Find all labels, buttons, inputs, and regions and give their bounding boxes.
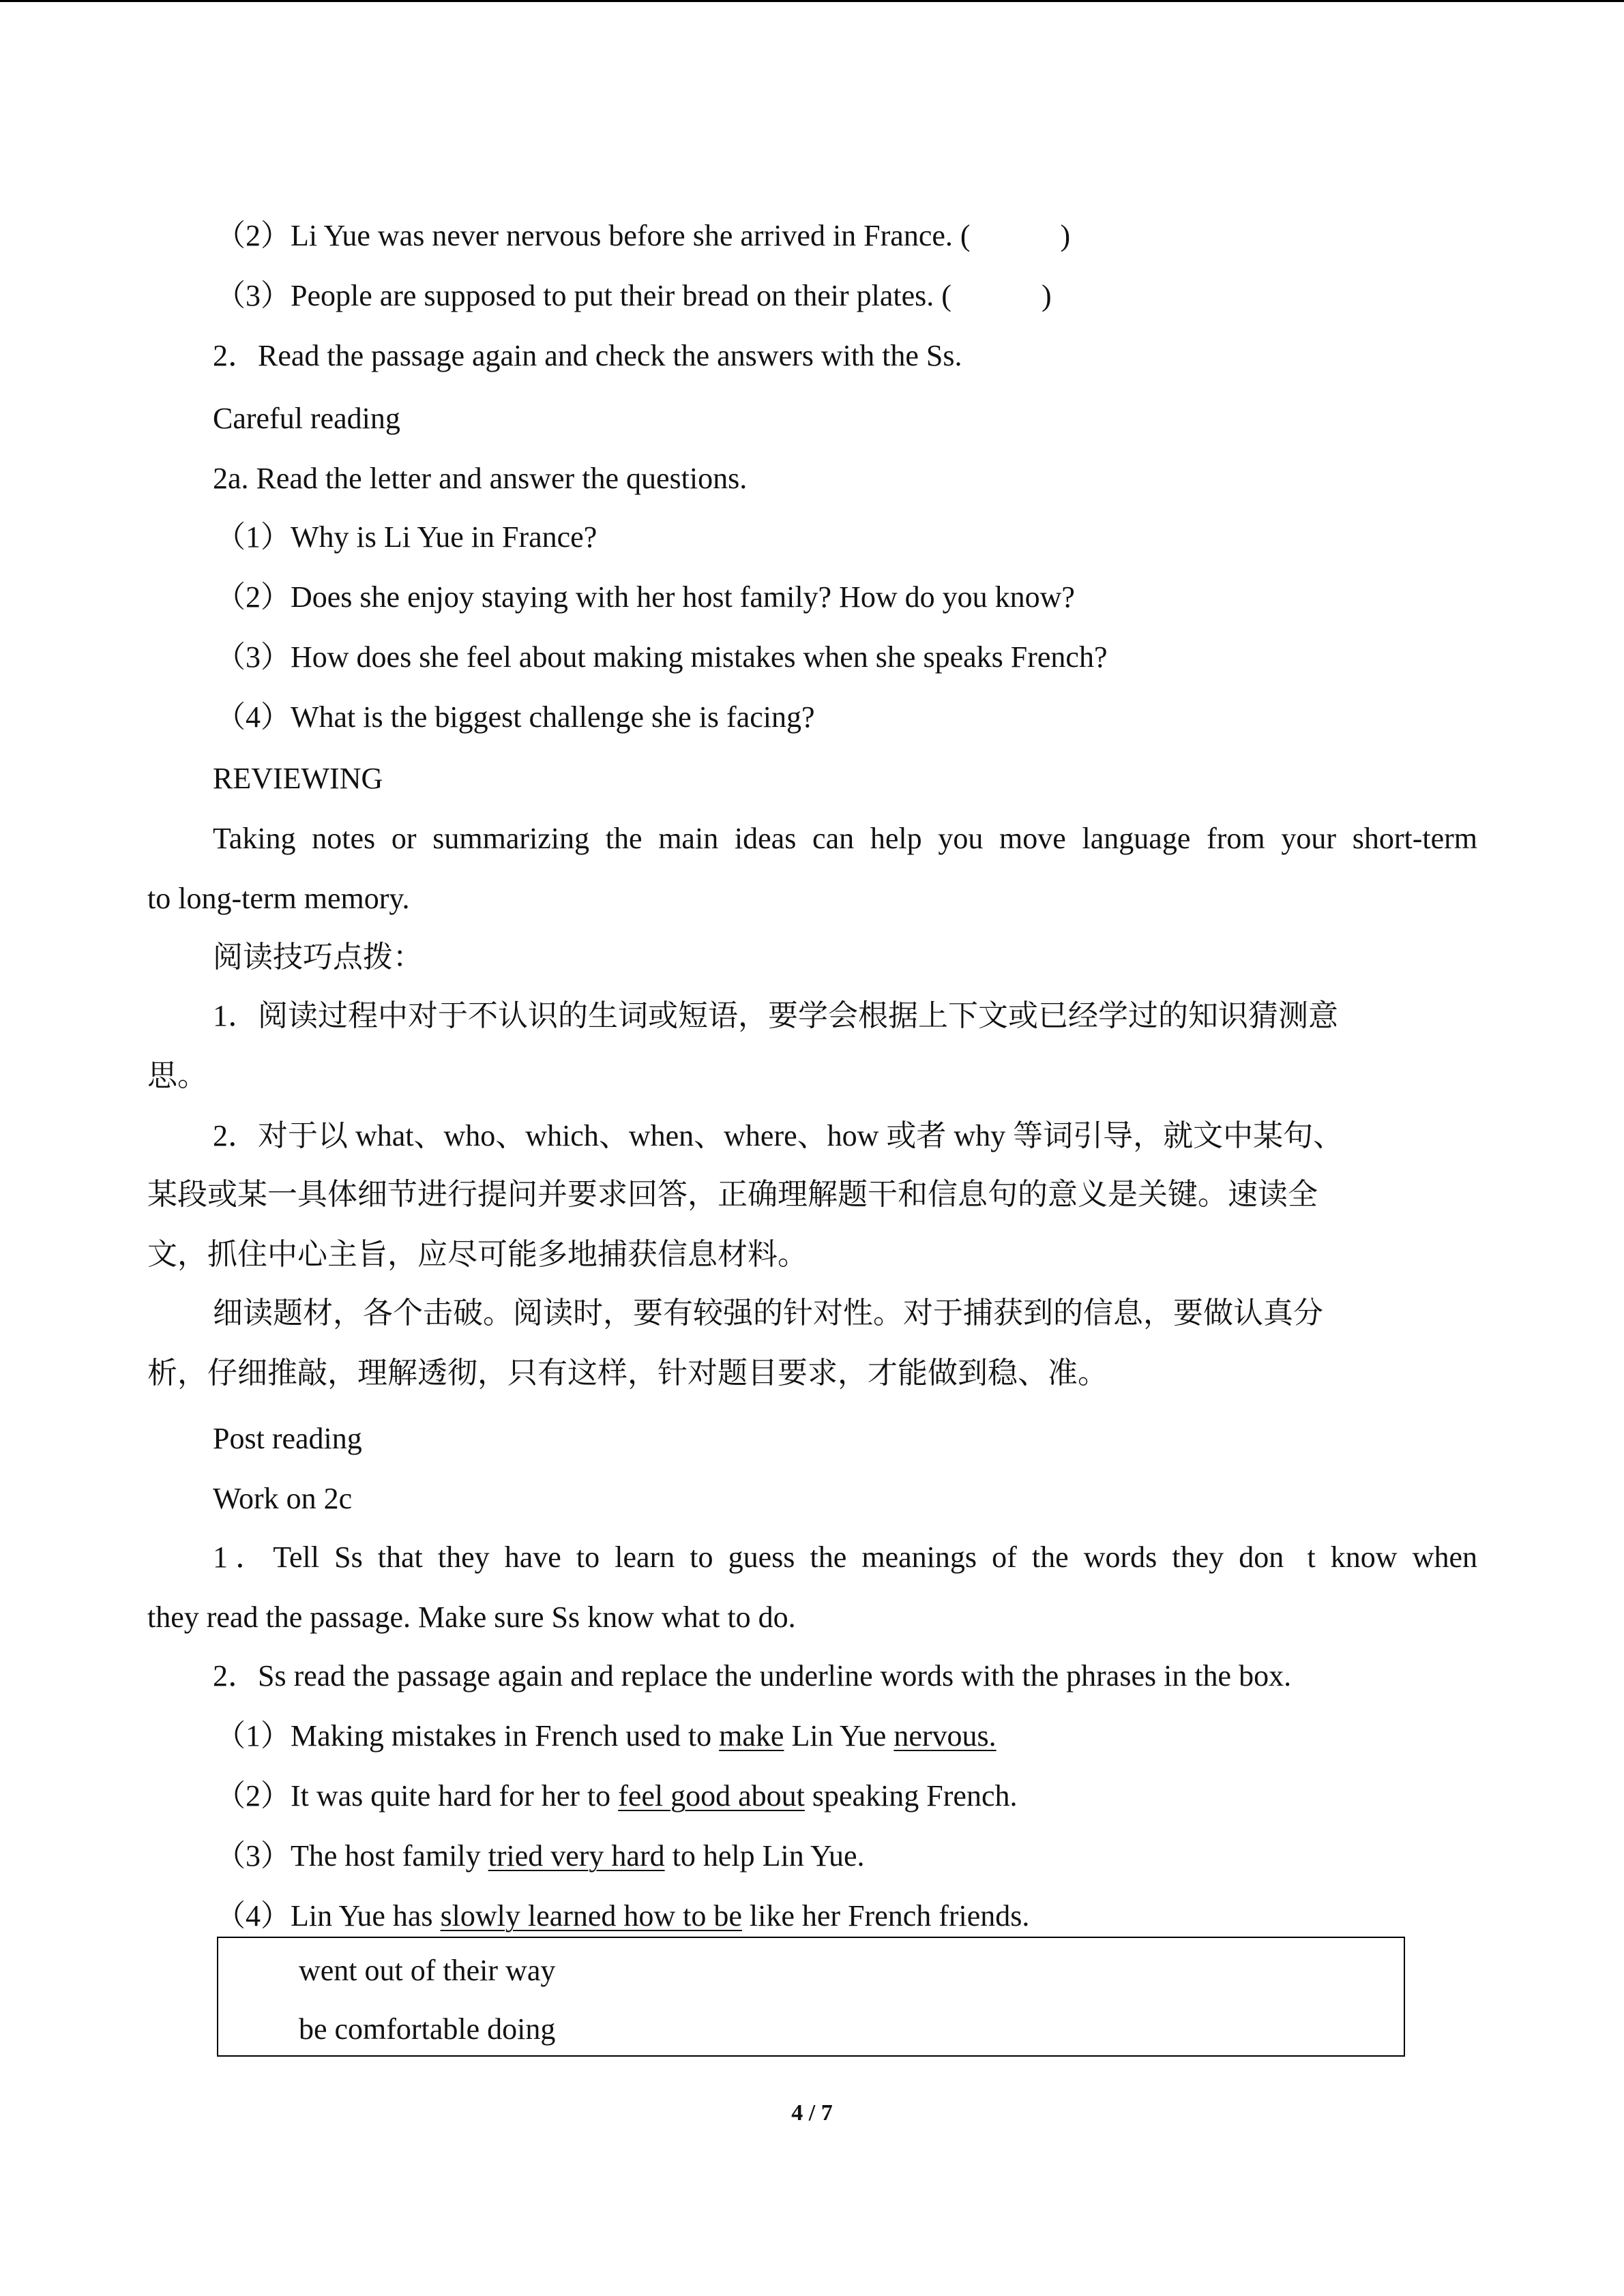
reviewing-paragraph-line2: to long-term memory. bbox=[147, 882, 410, 915]
tip-2-line3: 文，抓住中心主旨，应尽可能多地捕获信息材料。 bbox=[147, 1238, 808, 1271]
tip-3-line2: 析，仔细推敲，理解透彻，只有这样，针对题目要求，才能做到稳、准。 bbox=[147, 1356, 1108, 1390]
question-2a-4: （4）What is the biggest challenge she is facing? bbox=[216, 700, 815, 734]
underlined-phrase: slowly learned how to be bbox=[440, 1899, 742, 1933]
box-phrase-1: went out of their way bbox=[299, 1954, 556, 1987]
reviewing-paragraph-line1: Taking notes or summarizing the main ideas can help you move language from your short-term bbox=[213, 822, 1477, 855]
underlined-phrase: tried very hard bbox=[488, 1839, 665, 1873]
step-1-line1: 1．Tell Ss that they have to learn to guess the meanings of the words they don t know when bbox=[213, 1540, 1477, 1574]
question-2a-2: （2）Does she enjoy staying with her host family? How do you know? bbox=[216, 580, 1075, 614]
step-2-instruction: 2．Read the passage again and check the answers with the Ss. bbox=[213, 339, 962, 372]
underlined-phrase: feel good about bbox=[618, 1779, 805, 1813]
section-heading-careful-reading: Careful reading bbox=[213, 402, 400, 435]
reading-tips-heading: 阅读技巧点拨： bbox=[213, 940, 423, 974]
work-on-2c-heading: Work on 2c bbox=[213, 1482, 353, 1515]
replace-item-3 bbox=[216, 1836, 864, 1877]
item-text: to help Lin Yue. bbox=[664, 1839, 865, 1873]
tip-2-line2: 某段或某一具体细节进行提问并要求回答，正确理解题干和信息句的意义是关键。速读全 bbox=[147, 1178, 1318, 1211]
tip-1-line1: 1．阅读过程中对于不认识的生词或短语，要学会根据上下文或已经学过的知识猜测意 bbox=[213, 999, 1338, 1032]
box-phrase-2: be comfortable doing bbox=[299, 2012, 556, 2046]
item-text: speaking French. bbox=[804, 1779, 1018, 1813]
item-text: （2）It was quite hard for her to bbox=[216, 1779, 619, 1813]
section-heading-post-reading: Post reading bbox=[213, 1422, 362, 1455]
phrase-box bbox=[217, 1937, 1405, 2057]
item-text: （3）The host family bbox=[216, 1839, 488, 1873]
step-1-line2: they read the passage. Make sure Ss know what to do. bbox=[147, 1600, 796, 1634]
item-text: Lin Yue bbox=[784, 1719, 894, 1753]
underlined-phrase: make bbox=[719, 1719, 784, 1753]
activity-2a-instruction: 2a. Read the letter and answer the questions. bbox=[213, 462, 748, 495]
tip-1-line2: 思。 bbox=[147, 1059, 207, 1092]
replace-item-4 bbox=[216, 1896, 1029, 1937]
tip-3-line1: 细读题材，各个击破。阅读时，要有较强的针对性。对于捕获到的信息，要做认真分 bbox=[213, 1296, 1323, 1330]
replace-item-1 bbox=[216, 1716, 996, 1757]
step-2-replace-instruction: 2．Ss read the passage again and replace the underline words with the phrases in the box. bbox=[213, 1659, 1292, 1693]
section-heading-reviewing: REVIEWING bbox=[213, 762, 383, 795]
question-2a-3: （3）How does she feel about making mistakes when she speaks French? bbox=[216, 640, 1108, 674]
question-3-truefalse: （3）People are supposed to put their bread on their plates. ( ) bbox=[216, 279, 1052, 312]
item-text: （1）Making mistakes in French used to bbox=[216, 1719, 720, 1753]
item-text: like her French friends. bbox=[741, 1899, 1030, 1933]
tip-2-line1: 2．对于以 what、who、which、when、where、how 或者 why 等词引导，就文中某句、 bbox=[213, 1119, 1344, 1152]
underlined-phrase: nervous. bbox=[894, 1719, 996, 1753]
question-2a-1: （1）Why is Li Yue in France? bbox=[216, 520, 597, 554]
question-2-truefalse: （2）Li Yue was never nervous before she arrived in France. ( ) bbox=[216, 219, 1071, 252]
page-number: 4 / 7 bbox=[791, 2100, 833, 2126]
replace-item-2 bbox=[216, 1776, 1017, 1817]
top-border bbox=[0, 0, 1624, 2]
item-text: （4）Lin Yue has bbox=[216, 1899, 441, 1933]
